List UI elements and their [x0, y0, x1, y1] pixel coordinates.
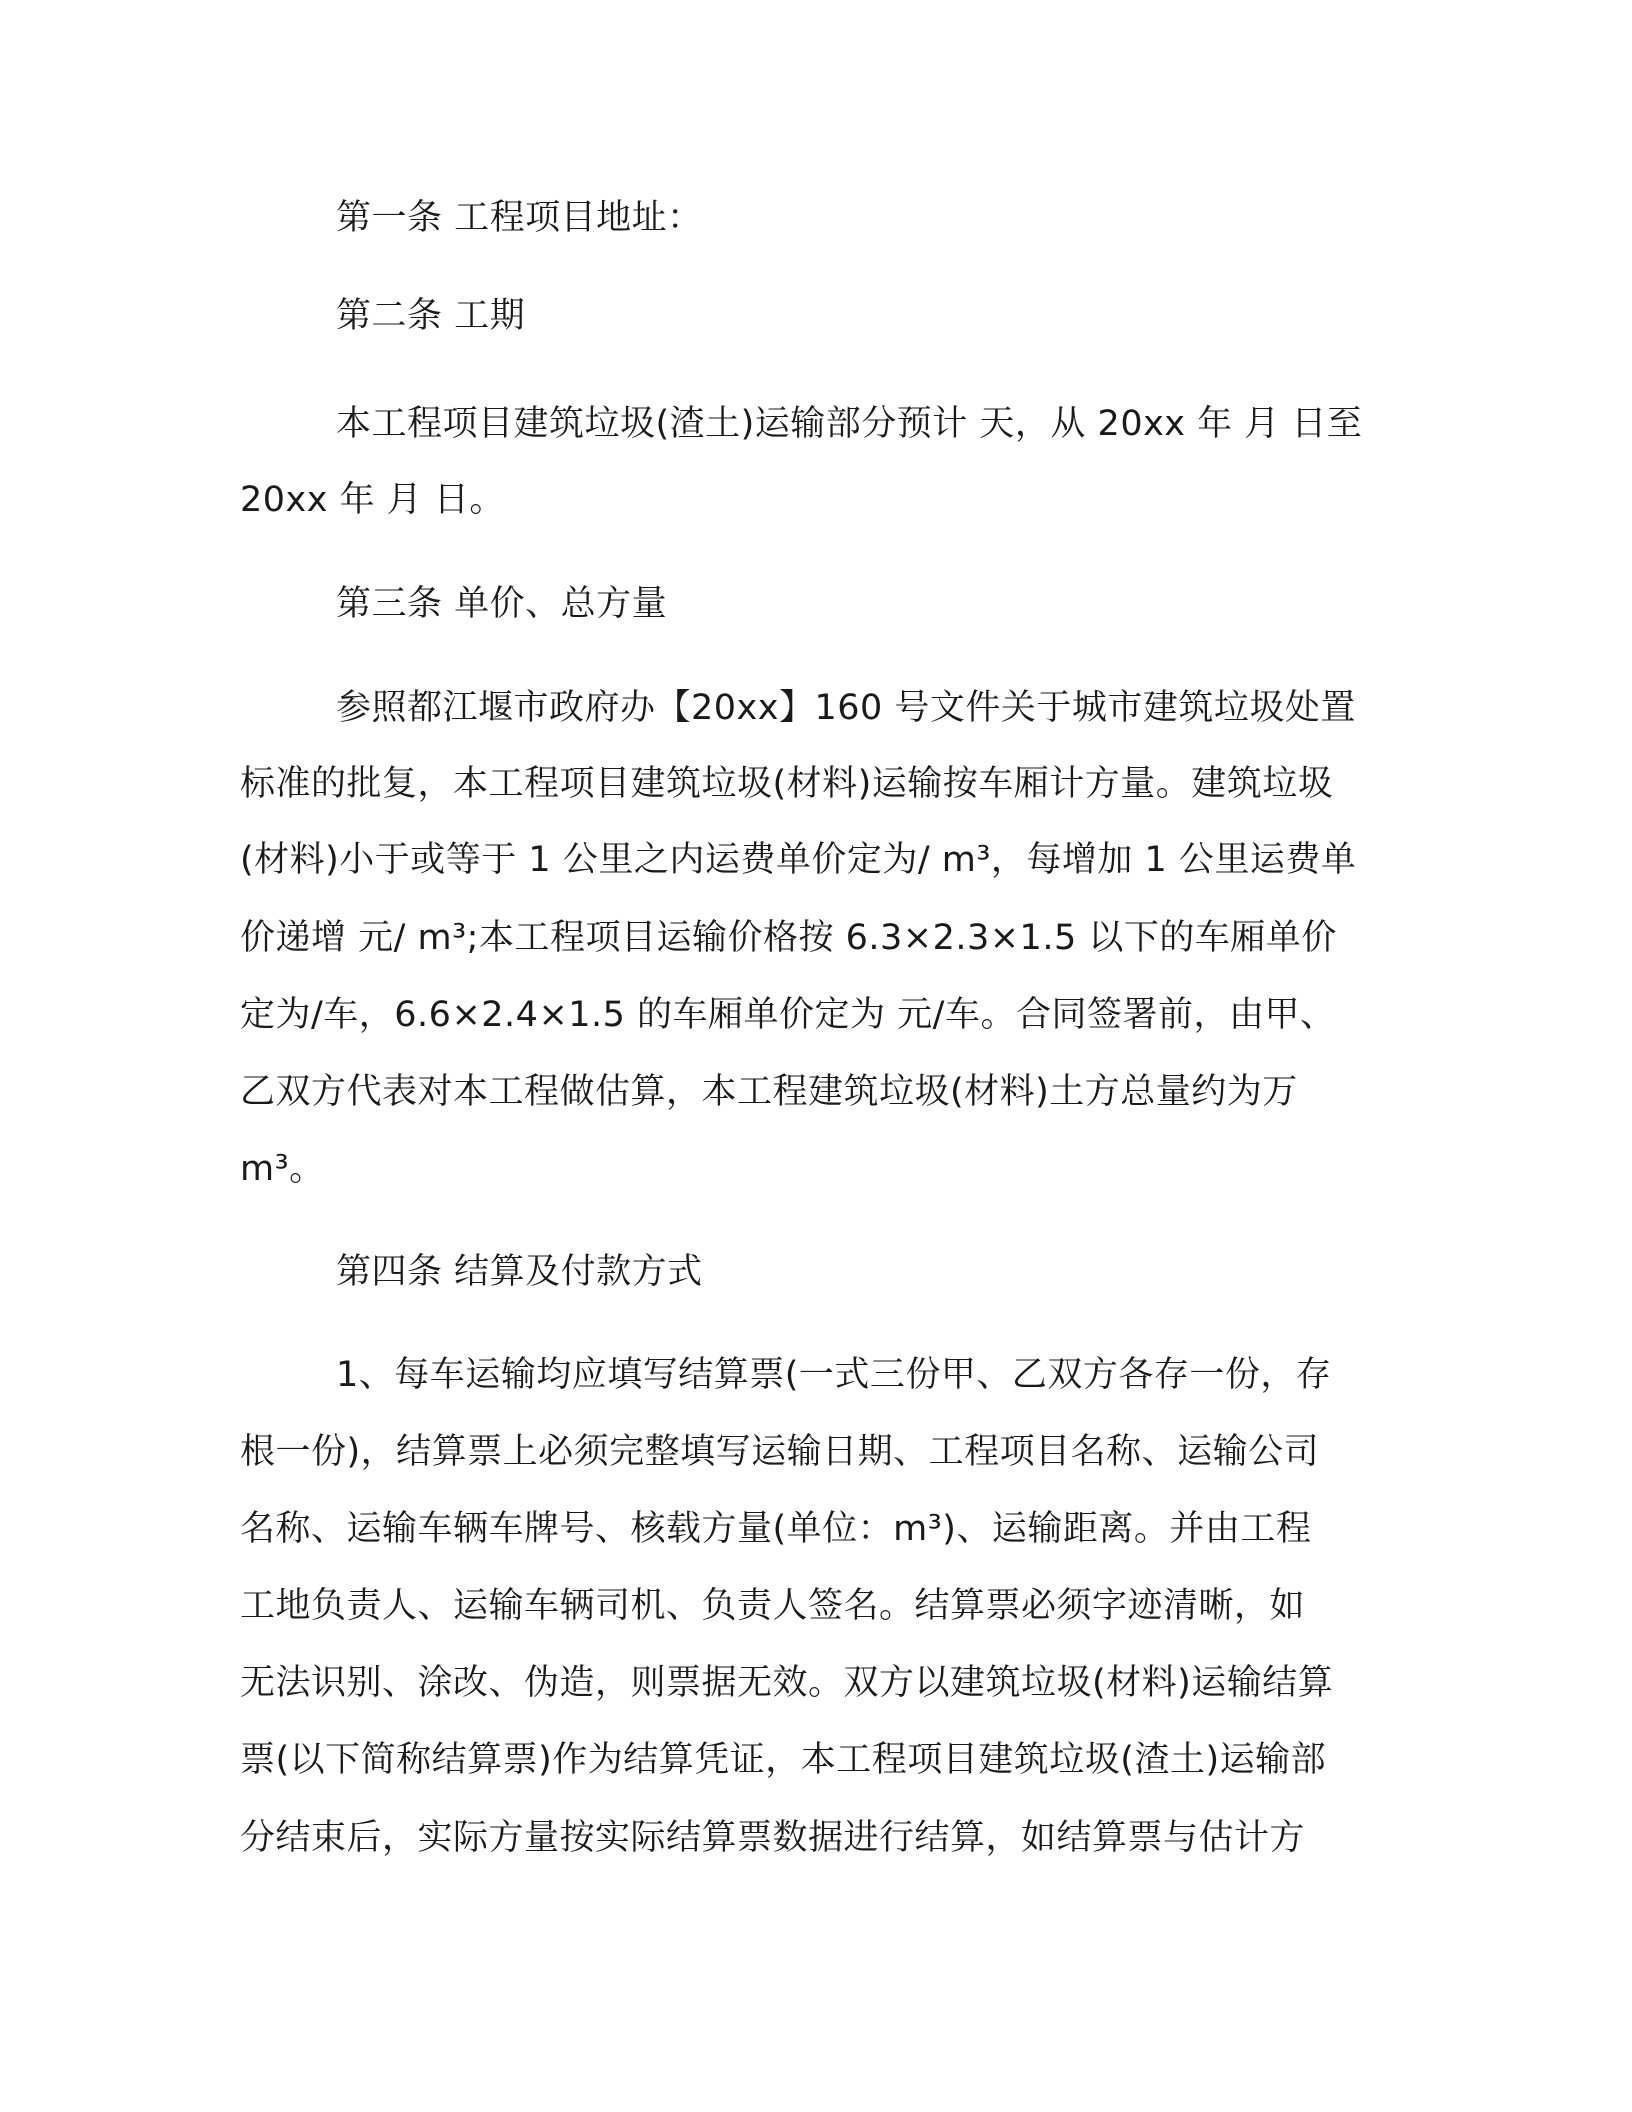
- article-2-text-line-2: 20xx 年 月 日。: [240, 480, 505, 520]
- article-4-heading: 第四条 结算及付款方式: [336, 1252, 703, 1292]
- article-4-text-line-1: 1、每车运输均应填写结算票(一式三份甲、乙双方各存一份，存: [336, 1355, 1332, 1395]
- article-4-text-line-6: 票(以下简称结算票)作为结算凭证，本工程项目建筑垃圾(渣土)运输部: [240, 1740, 1327, 1780]
- article-3-text-line-5: 定为/车，6.6×2.4×1.5 的车厢单价定为 元/车。合同签署前，由甲、: [240, 995, 1336, 1035]
- article-4-text-line-5: 无法识别、涂改、伪造，则票据无效。双方以建筑垃圾(材料)运输结算: [240, 1663, 1334, 1703]
- article-3-text-line-7: m³。: [240, 1149, 325, 1189]
- article-3-text-line-3: (材料)小于或等于 1 公里之内运费单价定为/ m³，每增加 1 公里运费单: [240, 840, 1357, 880]
- article-4-text-line-7: 分结束后，实际方量按实际结算票数据进行结算，如结算票与估计方: [240, 1818, 1306, 1858]
- article-3-text-line-6: 乙双方代表对本工程做估算，本工程建筑垃圾(材料)土方总量约为万: [240, 1072, 1298, 1112]
- article-3-text-line-2: 标准的批复，本工程项目建筑垃圾(材料)运输按车厢计方量。建筑垃圾: [240, 764, 1334, 804]
- article-3-text-line-4: 价递增 元/ m³;本工程项目运输价格按 6.3×2.3×1.5 以下的车厢单价: [240, 918, 1337, 958]
- article-4-text-line-2: 根一份)，结算票上必须完整填写运输日期、工程项目名称、运输公司: [240, 1432, 1320, 1472]
- article-3-text-line-1: 参照都江堰市政府办【20xx】160 号文件关于城市建筑垃圾处置: [336, 688, 1356, 728]
- article-4-text-line-4: 工地负责人、运输车辆司机、负责人签名。结算票必须字迹清晰，如: [240, 1586, 1306, 1626]
- article-4-text-line-3: 名称、运输车辆车牌号、核载方量(单位：m³)、运输距离。并由工程: [240, 1509, 1312, 1549]
- article-3-heading: 第三条 单价、总方量: [336, 584, 668, 624]
- article-2-text-line-1: 本工程项目建筑垃圾(渣土)运输部分预计 天，从 20xx 年 月 日至: [336, 404, 1363, 444]
- article-2-heading: 第二条 工期: [336, 296, 526, 336]
- article-1-heading: 第一条 工程项目地址：: [336, 198, 703, 238]
